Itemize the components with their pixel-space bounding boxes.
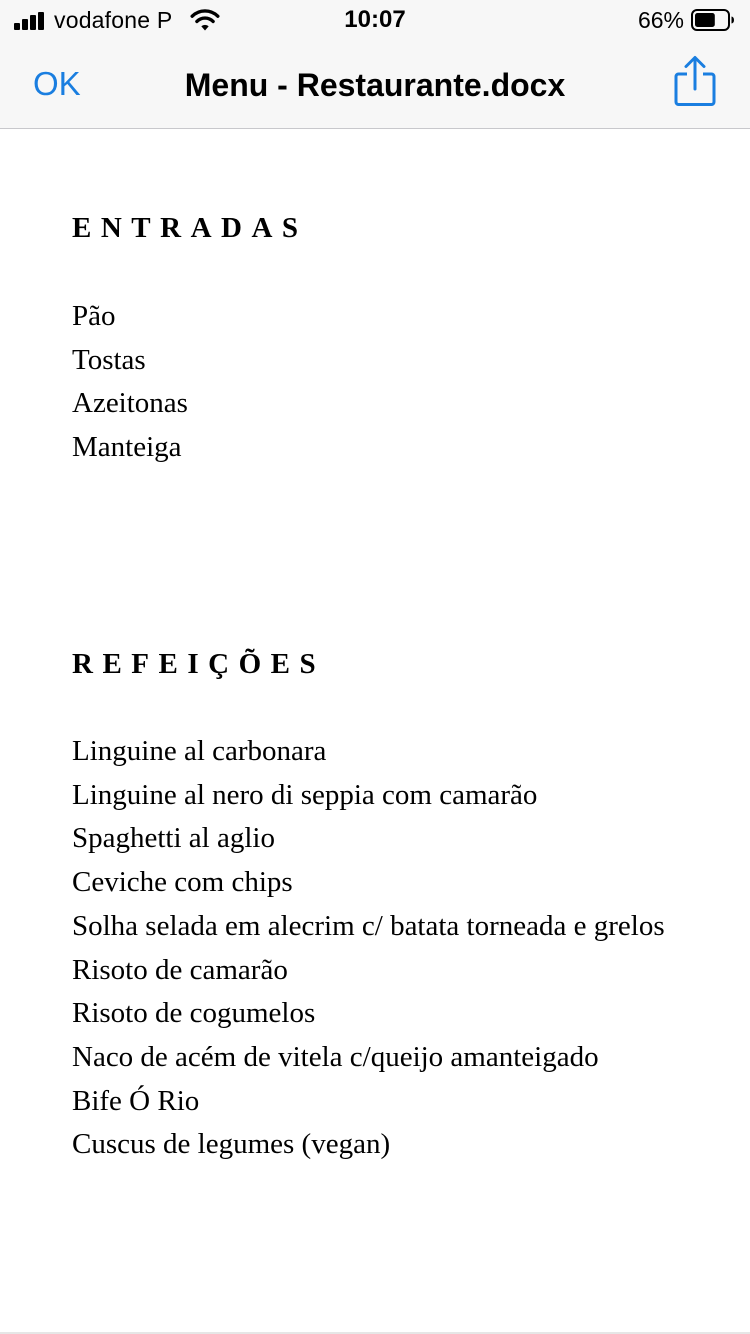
- section-heading-refeicoes: REFEIÇÕES: [72, 648, 326, 680]
- list-item: Solha selada em alecrim c/ batata torneada e grelos: [72, 909, 665, 942]
- battery-percentage: 66%: [637, 7, 684, 33]
- status-time: 10:07: [344, 6, 406, 33]
- list-item: Pão: [72, 300, 116, 332]
- list-item: Risoto de cogumelos: [72, 997, 316, 1030]
- top-chrome: [0, 0, 750, 129]
- list-item: Azeitonas: [72, 387, 188, 420]
- refeicoes-list: [72, 730, 665, 1167]
- navigation-bar: [0, 40, 750, 128]
- carrier-name: vodafone P: [54, 7, 173, 33]
- list-item: Naco de acém de vitela c/queijo amanteigado: [72, 1040, 599, 1073]
- battery-icon: [691, 9, 735, 31]
- list-item: Bife Ó Rio: [72, 1084, 200, 1117]
- status-bar: [0, 0, 750, 40]
- document-viewer[interactable]: [0, 129, 750, 1334]
- list-item: Risoto de camarão: [72, 953, 288, 986]
- ok-button[interactable]: OK: [33, 65, 81, 102]
- list-item: Linguine al nero di seppia com camarão: [72, 778, 538, 811]
- list-item: Ceviche com chips: [72, 866, 293, 899]
- share-icon: [672, 54, 718, 110]
- list-item: Spaghetti al aglio: [72, 822, 275, 855]
- list-item: Linguine al carbonara: [72, 735, 327, 767]
- list-item: Cuscus de legumes (vegan): [72, 1128, 391, 1161]
- document-title: Menu - Restaurante.docx: [184, 67, 566, 103]
- section-heading-entradas: ENTRADAS: [72, 212, 308, 244]
- list-item: Tostas: [72, 343, 146, 376]
- list-item: Manteiga: [72, 431, 182, 464]
- entradas-list: [72, 295, 188, 470]
- share-button[interactable]: [672, 54, 718, 110]
